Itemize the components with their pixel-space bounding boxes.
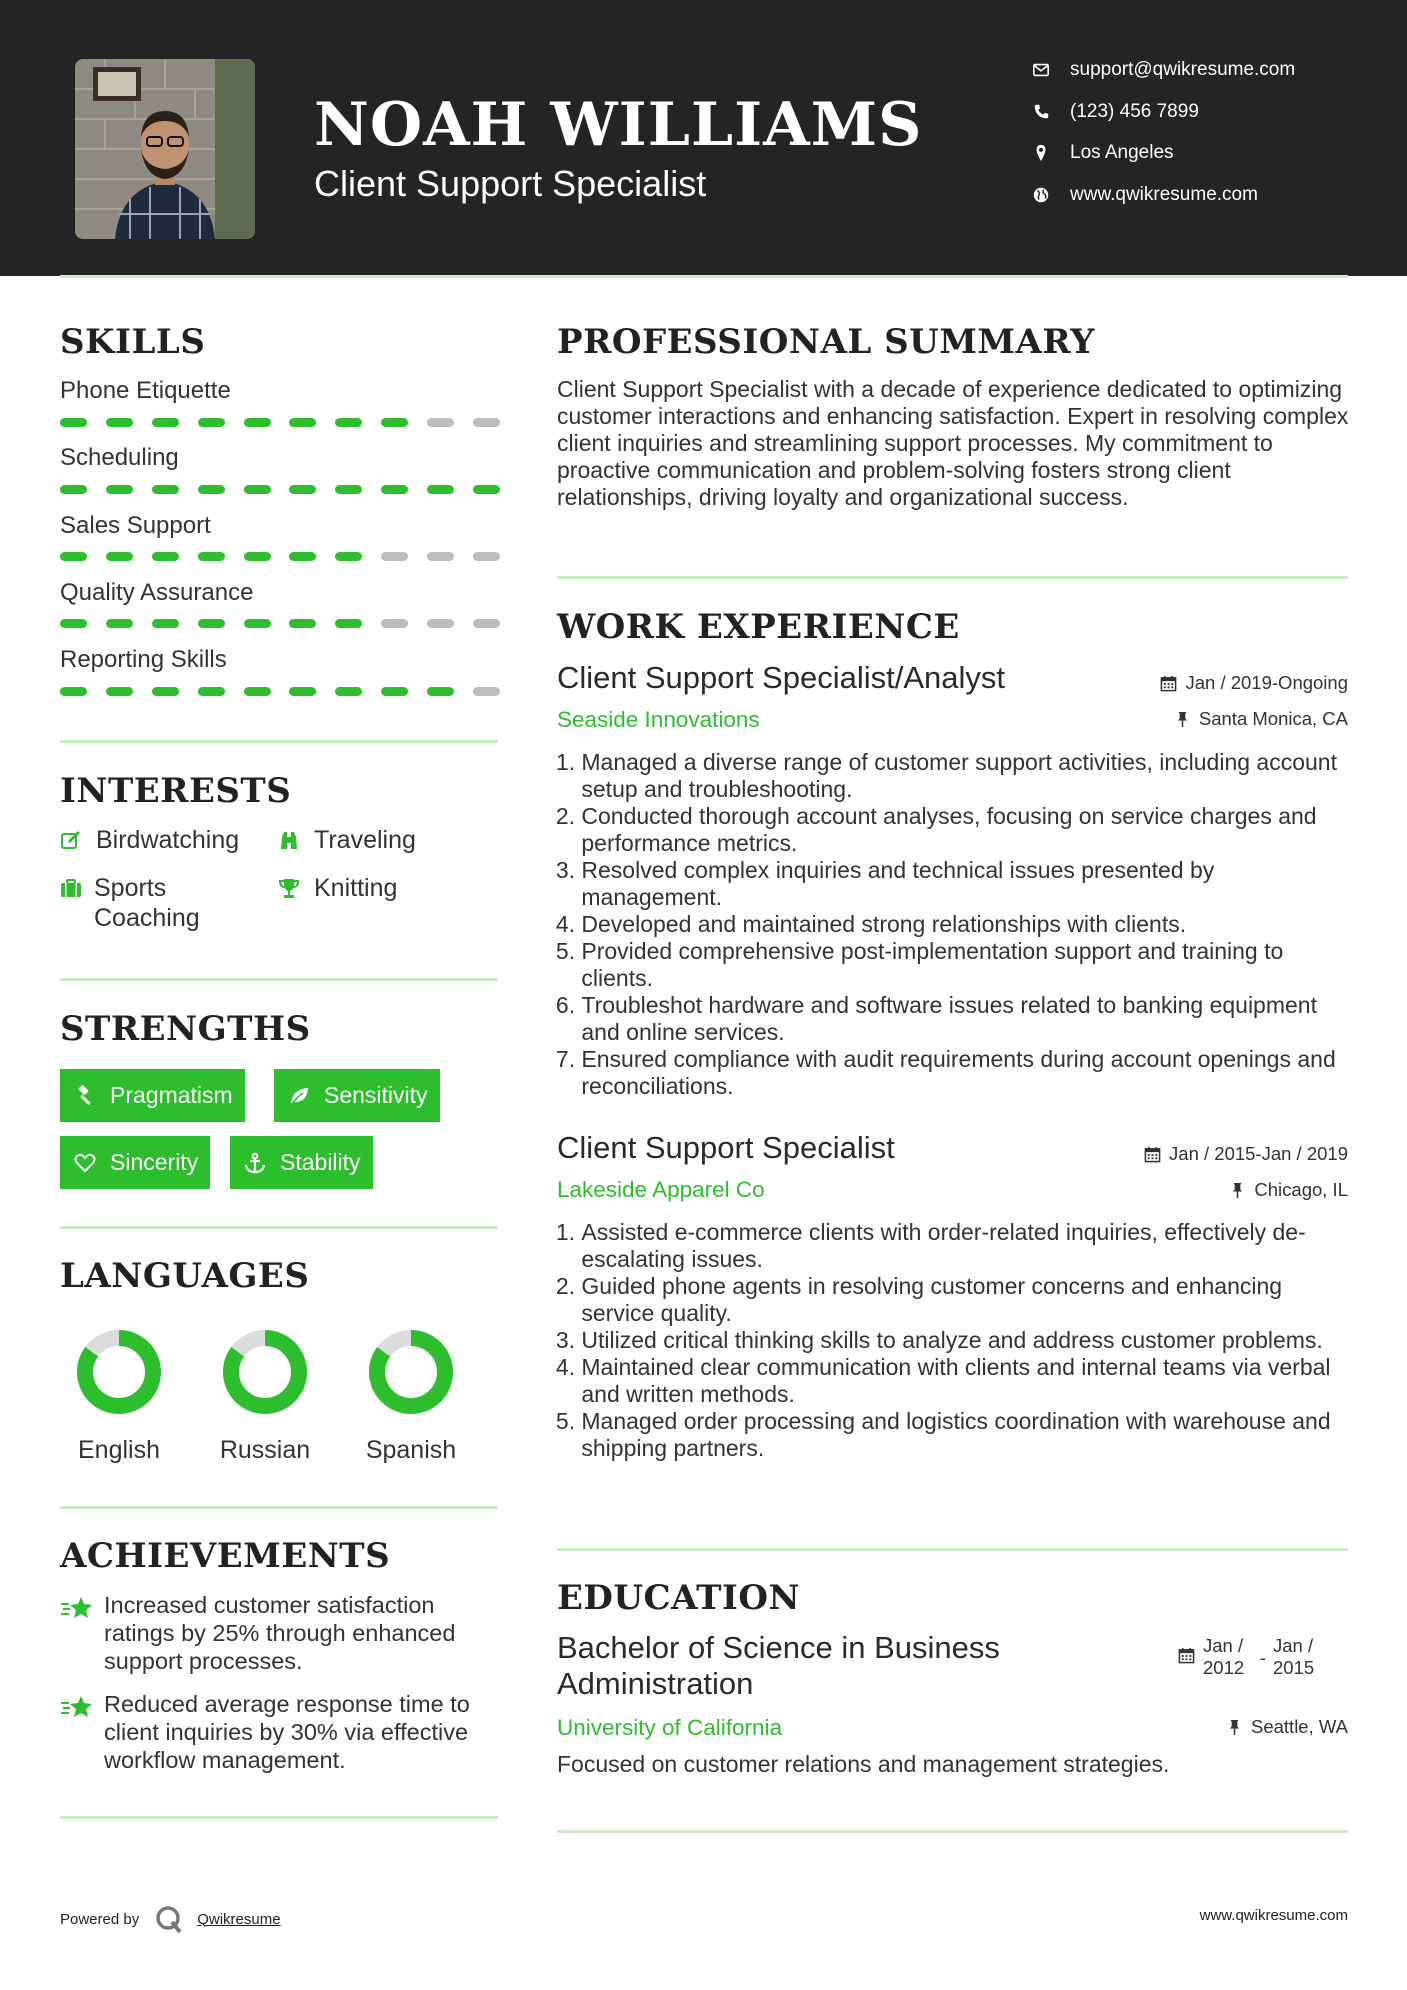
skill-dot-empty bbox=[427, 552, 454, 561]
resume-header bbox=[0, 0, 1407, 276]
skill-dot-filled bbox=[289, 619, 316, 628]
skill-rating bbox=[60, 687, 500, 696]
job-location bbox=[1174, 708, 1348, 730]
skill-dot-filled bbox=[60, 619, 87, 628]
job-dates-text: Jan / 2015-Jan / 2019 bbox=[1169, 1143, 1348, 1164]
pushpin-icon bbox=[1229, 1182, 1246, 1199]
language-proficiency-ring bbox=[365, 1326, 457, 1418]
skill-dot-filled bbox=[427, 687, 454, 696]
skill-dot-filled bbox=[244, 552, 271, 561]
skill-dot-filled bbox=[289, 687, 316, 696]
interest-item bbox=[278, 873, 478, 903]
education-dates bbox=[1178, 1635, 1323, 1679]
skill-label: Phone Etiquette bbox=[60, 377, 231, 404]
candidate-title: Client Support Specialist bbox=[314, 163, 707, 204]
language-item bbox=[210, 1326, 320, 1465]
pushpin-icon bbox=[1174, 711, 1191, 728]
job-location-text: Chicago, IL bbox=[1254, 1179, 1348, 1200]
school-name: University of California bbox=[557, 1715, 783, 1740]
skill-dot-filled bbox=[60, 687, 87, 696]
binoculars-icon bbox=[278, 825, 302, 855]
interest-label: Knitting bbox=[314, 874, 398, 902]
edit-icon bbox=[60, 825, 84, 855]
header-divider bbox=[60, 275, 1348, 278]
skill-dot-filled bbox=[152, 687, 179, 696]
skill-dot-filled bbox=[244, 418, 271, 427]
skill-dot-filled bbox=[289, 418, 316, 427]
section-divider bbox=[557, 576, 1348, 579]
skill-dot-empty bbox=[473, 687, 500, 696]
education-description: Focused on customer relations and management strategies. bbox=[557, 1751, 1170, 1777]
skill-dot-filled bbox=[244, 687, 271, 696]
skill-rating bbox=[60, 418, 500, 427]
strength-label: Sensitivity bbox=[324, 1082, 428, 1108]
skill-dot-filled bbox=[335, 687, 362, 696]
skill-dot-filled bbox=[198, 485, 225, 494]
skill-dot-empty bbox=[473, 552, 500, 561]
company-name: Seaside Innovations bbox=[557, 707, 760, 732]
achievement-item bbox=[60, 1591, 500, 1675]
skill-dot-filled bbox=[152, 552, 179, 561]
job-duties bbox=[550, 749, 1350, 1100]
language-label: Russian bbox=[219, 1436, 311, 1464]
strength-label: Stability bbox=[280, 1149, 361, 1175]
contact-location bbox=[1030, 138, 1370, 168]
duty-item: 5. Managed order processing and logistics coordination with warehouse and shipping partners. bbox=[555, 1408, 1331, 1461]
section-divider bbox=[60, 1226, 498, 1229]
duty-item: 2. Conducted thorough account analyses, focusing on service charges and performance metrics. bbox=[555, 803, 1317, 856]
skill-dot-filled bbox=[60, 418, 87, 427]
job-dates-text: Jan / 2019-Ongoing bbox=[1185, 672, 1348, 693]
interests-heading: INTERESTS bbox=[60, 771, 292, 811]
skill-dot-filled bbox=[106, 687, 133, 696]
skill-dot-filled bbox=[335, 552, 362, 561]
skill-dot-empty bbox=[427, 619, 454, 628]
duty-item: 4. Developed and maintained strong relationships with clients. bbox=[555, 911, 1187, 937]
education-date-separator: - bbox=[1259, 1647, 1267, 1668]
strength-tag bbox=[60, 1136, 210, 1189]
duty-item: 5. Provided comprehensive post-implementation support and training to clients. bbox=[555, 938, 1284, 991]
duty-item: 4. Maintained clear communication with clients and internal teams via verbal and written methods. bbox=[555, 1354, 1331, 1407]
language-item bbox=[64, 1326, 174, 1465]
section-divider bbox=[60, 1816, 498, 1819]
calendar-icon bbox=[1160, 675, 1177, 692]
duty-item: 6. Troubleshot hardware and software issues related to banking equipment and online services. bbox=[555, 992, 1317, 1045]
experience-heading: WORK EXPERIENCE bbox=[557, 607, 960, 647]
section-divider bbox=[557, 1548, 1348, 1551]
pushpin-icon bbox=[1226, 1719, 1243, 1736]
job-dates bbox=[1160, 672, 1348, 694]
interest-label: Sports Coaching bbox=[94, 874, 200, 932]
skill-dot-filled bbox=[289, 485, 316, 494]
skill-dot-filled bbox=[106, 418, 133, 427]
skill-dot-filled bbox=[198, 418, 225, 427]
skill-dot-empty bbox=[381, 552, 408, 561]
skill-dot-filled bbox=[289, 552, 316, 561]
contact-email[interactable] bbox=[1030, 55, 1370, 85]
summary-heading: PROFESSIONAL SUMMARY bbox=[557, 322, 1095, 362]
skill-rating bbox=[60, 485, 500, 494]
skill-dot-empty bbox=[473, 418, 500, 427]
skill-rating bbox=[60, 552, 500, 561]
skill-dot-filled bbox=[335, 619, 362, 628]
language-item bbox=[356, 1326, 466, 1465]
job-location bbox=[1229, 1179, 1348, 1201]
skill-rating bbox=[60, 619, 500, 628]
skill-dot-filled bbox=[427, 485, 454, 494]
interest-item bbox=[60, 825, 270, 855]
education-heading: EDUCATION bbox=[557, 1578, 801, 1618]
skill-dot-filled bbox=[335, 418, 362, 427]
education-location-text: Seattle, WA bbox=[1251, 1716, 1348, 1737]
section-divider bbox=[557, 1830, 1348, 1833]
calendar-icon bbox=[1144, 1146, 1161, 1163]
contact-website-text: www.qwikresume.com bbox=[1070, 184, 1258, 205]
section-divider bbox=[60, 740, 498, 743]
skill-dot-filled bbox=[106, 552, 133, 561]
duty-item: 2. Guided phone agents in resolving customer concerns and enhancing service quality. bbox=[555, 1273, 1283, 1326]
language-proficiency-ring bbox=[219, 1326, 311, 1418]
star-icon bbox=[60, 1690, 94, 1774]
education-end-date: Jan / 2015 bbox=[1273, 1635, 1315, 1678]
section-divider bbox=[60, 1506, 498, 1509]
duty-item: 3. Resolved complex inquiries and technical issues presented by management. bbox=[555, 857, 1215, 910]
language-proficiency-ring bbox=[73, 1326, 165, 1418]
skill-dot-filled bbox=[60, 485, 87, 494]
skill-label: Sales Support bbox=[60, 512, 211, 539]
strengths-heading: STRENGTHS bbox=[60, 1009, 311, 1049]
company-name: Lakeside Apparel Co bbox=[557, 1177, 765, 1202]
job-title: Client Support Specialist bbox=[557, 1130, 895, 1165]
qwikresume-logo-icon bbox=[153, 1903, 185, 1935]
envelope-icon bbox=[1030, 59, 1052, 81]
job-location-text: Santa Monica, CA bbox=[1198, 708, 1348, 729]
job-title: Client Support Specialist/Analyst bbox=[557, 660, 1006, 695]
interest-item bbox=[60, 873, 230, 933]
skill-dot-filled bbox=[244, 619, 271, 628]
map-pin-icon bbox=[1030, 142, 1052, 164]
skill-dot-filled bbox=[381, 687, 408, 696]
gavel-icon bbox=[74, 1084, 98, 1108]
skill-dot-filled bbox=[381, 485, 408, 494]
skill-dot-filled bbox=[198, 687, 225, 696]
strength-label: Pragmatism bbox=[110, 1082, 233, 1108]
education-location bbox=[1226, 1716, 1348, 1738]
job-duties bbox=[550, 1219, 1350, 1462]
strength-tag bbox=[274, 1069, 440, 1122]
skill-dot-empty bbox=[381, 619, 408, 628]
leaf-icon bbox=[288, 1084, 312, 1108]
section-divider bbox=[60, 978, 498, 981]
achievements-heading: ACHIEVEMENTS bbox=[60, 1536, 391, 1576]
education-start-date: Jan / 2012 bbox=[1203, 1635, 1245, 1678]
powered-by bbox=[60, 1903, 281, 1935]
interest-label: Traveling bbox=[314, 826, 416, 854]
skill-dot-empty bbox=[427, 418, 454, 427]
heart-icon bbox=[74, 1151, 98, 1175]
duty-item: 1. Assisted e-commerce clients with order-related inquiries, effectively de-escalating issues. bbox=[555, 1219, 1306, 1272]
degree-title: Bachelor of Science in Business Administration bbox=[557, 1630, 1000, 1701]
skill-dot-filled bbox=[60, 552, 87, 561]
skill-dot-filled bbox=[473, 485, 500, 494]
profile-photo bbox=[75, 59, 255, 239]
language-label: English bbox=[78, 1436, 160, 1464]
strength-tag bbox=[230, 1136, 373, 1189]
duty-item: 7. Ensured compliance with audit requirements during account openings and reconciliations. bbox=[555, 1046, 1336, 1099]
skill-dot-filled bbox=[106, 619, 133, 628]
globe-icon bbox=[1030, 184, 1052, 206]
skill-dot-empty bbox=[473, 619, 500, 628]
star-icon bbox=[60, 1591, 94, 1675]
skill-dot-filled bbox=[244, 485, 271, 494]
summary-text: Client Support Specialist with a decade of experience dedicated to optimizing customer interactions and enhancing satisfaction. Expert in resolving complex client inquiries and streamlining support processes. My commitment to proactive communication and problem-solving fosters strong client relationships, driving loyalty and organizational success. bbox=[557, 376, 1349, 510]
candidate-name: NOAH WILLIAMS bbox=[314, 90, 923, 160]
interest-label: Birdwatching bbox=[96, 826, 240, 854]
skill-dot-filled bbox=[152, 418, 179, 427]
interest-item bbox=[278, 825, 478, 855]
language-label: Spanish bbox=[365, 1436, 457, 1464]
contact-location-text: Los Angeles bbox=[1070, 142, 1174, 163]
skill-label: Quality Assurance bbox=[60, 579, 254, 606]
skill-label: Scheduling bbox=[60, 444, 179, 471]
achievement-item bbox=[60, 1690, 500, 1774]
skill-dot-filled bbox=[198, 552, 225, 561]
strength-tag bbox=[60, 1069, 245, 1122]
achievement-text: Increased customer satisfaction ratings by 25% through enhanced support processes. bbox=[104, 1592, 456, 1674]
contact-phone-text: (123) 456 7899 bbox=[1070, 101, 1199, 122]
duty-item: 3. Utilized critical thinking skills to analyze and address customer problems. bbox=[555, 1327, 1323, 1353]
skills-heading: SKILLS bbox=[60, 322, 206, 362]
job-dates bbox=[1144, 1143, 1348, 1165]
skill-label: Reporting Skills bbox=[60, 646, 227, 673]
contact-email-text: support@qwikresume.com bbox=[1070, 59, 1296, 80]
contact-website[interactable] bbox=[1030, 180, 1370, 210]
skill-dot-filled bbox=[198, 619, 225, 628]
achievement-text: Reduced average response time to client inquiries by 30% via effective workflow management. bbox=[104, 1691, 470, 1773]
powered-by-text: Powered by bbox=[60, 1910, 140, 1928]
phone-icon bbox=[1030, 101, 1052, 123]
skill-dot-filled bbox=[152, 485, 179, 494]
skill-dot-filled bbox=[381, 418, 408, 427]
calendar-icon bbox=[1178, 1647, 1195, 1664]
footer-url[interactable]: www.qwikresume.com bbox=[1199, 1907, 1348, 1924]
duty-item: 1. Managed a diverse range of customer support activities, including account setup and troubleshooting. bbox=[555, 749, 1337, 802]
skill-dot-filled bbox=[335, 485, 362, 494]
brand-link[interactable]: Qwikresume bbox=[197, 1910, 281, 1928]
strength-label: Sincerity bbox=[110, 1149, 199, 1175]
trophy-icon bbox=[278, 873, 302, 903]
contact-phone[interactable] bbox=[1030, 97, 1370, 127]
skill-dot-filled bbox=[152, 619, 179, 628]
skill-dot-filled bbox=[106, 485, 133, 494]
anchor-icon bbox=[244, 1151, 268, 1175]
languages-heading: LANGUAGES bbox=[60, 1256, 310, 1296]
briefcase-icon bbox=[60, 873, 82, 903]
